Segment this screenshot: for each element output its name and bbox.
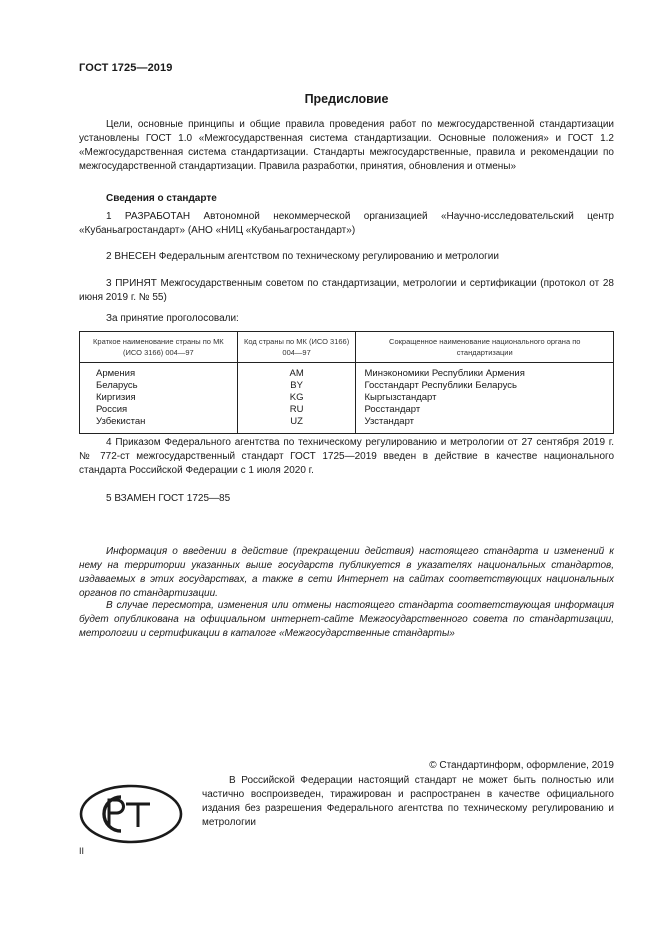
item-enacted: 4 Приказом Федерального агентства по техническому регулированию и метрологии от 27 сентября 2019 г. № 772-ст межгосударственный стандарт ГОСТ 1725—2019 введен в действие в качестве национального стандарта Российской Федерации с 1 июля 2020 г. [79, 437, 614, 476]
country-cell: Армения [80, 363, 238, 381]
info-notice-italic: Информация о введении в действие (прекращении действия) настоящего стандарта и изменений к нему на территории указанных выше государств публикуется в указателях национальных стандартов, издаваемых в этих государствах, а также в сети Интернет на сайтах соответствующих национальных органов по стандартизации. [79, 546, 614, 599]
table-row [80, 392, 614, 404]
item-introduced: 2 ВНЕСЕН Федеральным агентством по техническому регулированию и метрологии [106, 251, 499, 262]
copyright: © Стандартинформ, оформление, 2019 [429, 760, 614, 771]
table-header-row [80, 332, 614, 363]
table-row [80, 380, 614, 392]
code-cell: RU [237, 404, 356, 416]
voted-label: За принятие проголосовали: [106, 313, 239, 324]
code-cell: BY [237, 380, 356, 392]
pct-certification-mark-icon [79, 784, 183, 844]
organization-cell: Росстандарт [356, 404, 614, 416]
table-row [80, 404, 614, 416]
standard-code: ГОСТ 1725—2019 [79, 62, 173, 74]
reproduction-notice: В Российской Федерации настоящий стандарт не может быть полностью или частично воспроизведен, тиражирован и распространен в качестве официального издания без разрешения Федерального агентства по техническому регулированию и метрологии [202, 775, 614, 828]
page-number: II [79, 846, 85, 856]
page-title: Предисловие [304, 92, 389, 106]
item-replaces: 5 ВЗАМЕН ГОСТ 1725—85 [106, 493, 231, 504]
table-row [80, 363, 614, 381]
country-cell: Киргизия [80, 392, 238, 404]
table-row [80, 416, 614, 434]
voting-table [79, 331, 614, 434]
country-cell: Узбекистан [80, 416, 238, 434]
item-adopted: 3 ПРИНЯТ Межгосударственным советом по стандартизации, метрологии и сертификации (протокол от 28 июня 2019 г. № 55) [79, 278, 614, 303]
revision-notice-italic: В случае пересмотра, изменения или отмены настоящего стандарта соответствующая информация будет опубликована на официальном интернет-сайте Межгосударственного совета по стандартизации, метрологии и сертификации в каталоге «Межгосударственные стандарты» [79, 600, 614, 639]
organization-cell: Узстандарт [356, 416, 614, 434]
intro-paragraph: Цели, основные принципы и общие правила проведения работ по межгосударственной стандартизации установлены ГОСТ 1.0 «Межгосударственная система стандартизации. Основные положения» и ГОСТ 1.2 «Межгосударственная система стандартизации. Стандарты межгосударственные, правила и рекомендации по межгосударственной стандартизации. Правила разработки, принятия, обновления и отмены» [79, 119, 614, 172]
organization-cell: Минэкономики Республики Армения [356, 363, 614, 381]
code-cell: UZ [237, 416, 356, 434]
info-heading: Сведения о стандарте [106, 193, 217, 204]
item-developed: 1 РАЗРАБОТАН Автономной некоммерческой организацией «Научно-исследовательский центр «Кубаньагростандарт» (АНО «НИЦ «Кубаньагростандарт») [79, 211, 614, 236]
column-header-country: Краткое наименование страны по МК (ИСО 3166) 004—97 [80, 332, 238, 363]
country-cell: Россия [80, 404, 238, 416]
organization-cell: Кыргызстандарт [356, 392, 614, 404]
code-cell: KG [237, 392, 356, 404]
column-header-code: Код страны по МК (ИСО 3166) 004—97 [237, 332, 356, 363]
column-header-organization: Сокращенное наименование национального органа по стандартизации [356, 332, 614, 363]
country-cell: Беларусь [80, 380, 238, 392]
code-cell: AM [237, 363, 356, 381]
organization-cell: Госстандарт Республики Беларусь [356, 380, 614, 392]
